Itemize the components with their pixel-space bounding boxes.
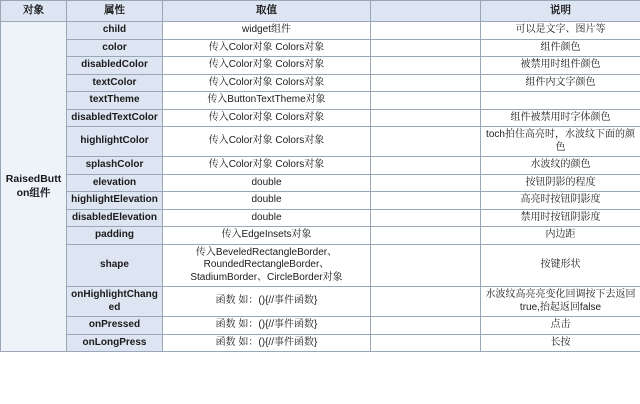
object-name-cell: RaisedButton组件 (1, 22, 67, 352)
description-cell: 水波纹的颜色 (481, 157, 640, 175)
attribute-cell: disabledTextColor (67, 109, 163, 127)
blank-cell (371, 39, 481, 57)
value-cell: 传入ButtonTextTheme对象 (163, 92, 371, 110)
value-cell: double (163, 209, 371, 227)
value-cell: widget组件 (163, 22, 371, 40)
value-cell: 传入EdgeInsets对象 (163, 227, 371, 245)
value-cell: 传入Color对象 Colors对象 (163, 127, 371, 157)
header-attribute: 属性 (67, 1, 163, 22)
blank-cell (371, 157, 481, 175)
description-cell: 水波纹高亮亮变化回调按下去返回true,抬起返回false (481, 287, 640, 317)
table-row (1, 22, 640, 40)
attribute-cell: disabledColor (67, 57, 163, 75)
table-row (1, 174, 640, 192)
table-row (1, 287, 640, 317)
table-row (1, 57, 640, 75)
description-cell: 按钮阴影的程度 (481, 174, 640, 192)
value-cell: 传入Color对象 Colors对象 (163, 74, 371, 92)
blank-cell (371, 209, 481, 227)
table-header-row (1, 1, 640, 22)
attribute-cell: onHighlightChanged (67, 287, 163, 317)
description-cell: 点击 (481, 317, 640, 335)
table-row (1, 209, 640, 227)
table-row (1, 227, 640, 245)
value-cell: 传入Color对象 Colors对象 (163, 157, 371, 175)
description-cell: 高亮时按钮阴影度 (481, 192, 640, 210)
value-cell: 函数 如：(){//事件函数} (163, 317, 371, 335)
table-row (1, 334, 640, 352)
description-cell: 按键形状 (481, 244, 640, 287)
blank-cell (371, 227, 481, 245)
attribute-cell: onPressed (67, 317, 163, 335)
blank-cell (371, 334, 481, 352)
attribute-cell: highlightColor (67, 127, 163, 157)
value-cell: 传入Color对象 Colors对象 (163, 57, 371, 75)
value-cell: double (163, 174, 371, 192)
header-object: 对象 (1, 1, 67, 22)
blank-cell (371, 244, 481, 287)
table-row (1, 192, 640, 210)
blank-cell (371, 127, 481, 157)
header-value: 取值 (163, 1, 371, 22)
table-row (1, 74, 640, 92)
description-cell: 组件被禁用时字体颜色 (481, 109, 640, 127)
value-cell: 传入Color对象 Colors对象 (163, 39, 371, 57)
attribute-cell: padding (67, 227, 163, 245)
blank-cell (371, 92, 481, 110)
attribute-cell: disabledElevation (67, 209, 163, 227)
blank-cell (371, 317, 481, 335)
table-row (1, 39, 640, 57)
table-body (1, 22, 640, 352)
value-cell: 传入BeveledRectangleBorder、RoundedRectangleBorder、StadiumBorder、CircleBorder对象 (163, 244, 371, 287)
table-row (1, 244, 640, 287)
table-row (1, 157, 640, 175)
blank-cell (371, 109, 481, 127)
blank-cell (371, 57, 481, 75)
attribute-cell: elevation (67, 174, 163, 192)
attribute-cell: color (67, 39, 163, 57)
attribute-cell: child (67, 22, 163, 40)
table-row (1, 317, 640, 335)
attribute-cell: shape (67, 244, 163, 287)
description-cell: 禁用时按钮阴影度 (481, 209, 640, 227)
blank-cell (371, 74, 481, 92)
blank-cell (371, 22, 481, 40)
description-cell: 组件内文字颜色 (481, 74, 640, 92)
description-cell: 可以是文字、图片等 (481, 22, 640, 40)
description-cell: 内边距 (481, 227, 640, 245)
blank-cell (371, 287, 481, 317)
attribute-cell: textTheme (67, 92, 163, 110)
attribute-cell: highlightElevation (67, 192, 163, 210)
blank-cell (371, 192, 481, 210)
table-header (1, 1, 640, 22)
value-cell: 传入Color对象 Colors对象 (163, 109, 371, 127)
description-cell (481, 92, 640, 110)
header-blank (371, 1, 481, 22)
header-description: 说明 (481, 1, 640, 22)
description-cell: toch拍住高亮时，水波纹下面的颜色 (481, 127, 640, 157)
table-row (1, 109, 640, 127)
attribute-cell: splashColor (67, 157, 163, 175)
description-cell: 长按 (481, 334, 640, 352)
value-cell: 函数 如：(){//事件函数} (163, 287, 371, 317)
table-row (1, 127, 640, 157)
table-row (1, 92, 640, 110)
value-cell: double (163, 192, 371, 210)
blank-cell (371, 174, 481, 192)
attribute-cell: onLongPress (67, 334, 163, 352)
value-cell: 函数 如：(){//事件函数} (163, 334, 371, 352)
description-cell: 组件颜色 (481, 39, 640, 57)
description-cell: 被禁用时组件颜色 (481, 57, 640, 75)
attribute-cell: textColor (67, 74, 163, 92)
